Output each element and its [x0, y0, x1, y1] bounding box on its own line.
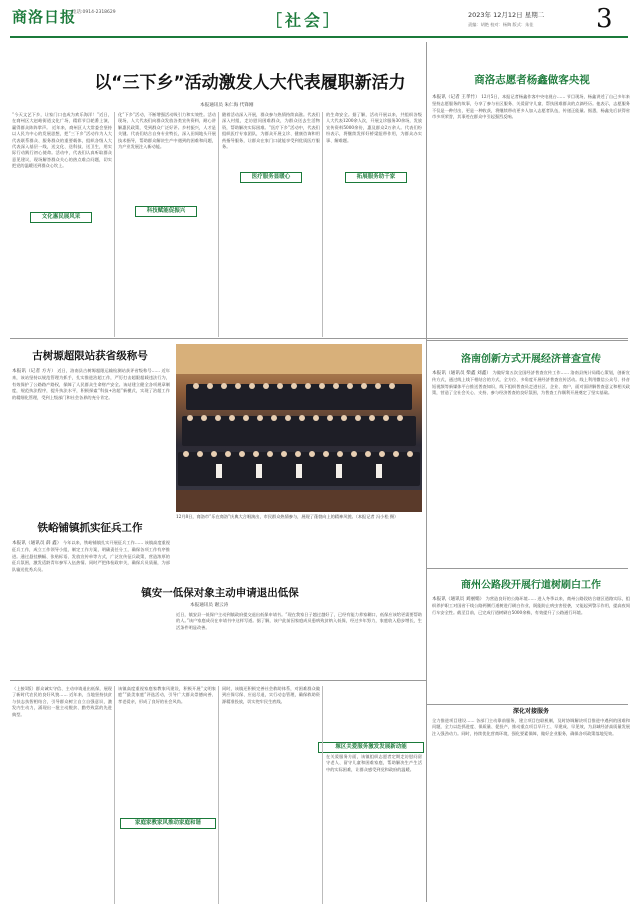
bottom-col-1: （上接1版）群众诚实守信、主动申请退出低保，展现了新时代农民的良好风貌…… 近年来，当地坚持扶贫与扶志扶智相结合，引导群众树立自立自强意识，激发内生动力，涌现出一批主动脱贫、勤劳致富的先进典型。	[12, 686, 112, 717]
main-col-2: 化“下乡”活动，不断增强活动吸引力和实效性。活动现场，人大代表们向群众发放各类宣传资料，耐心讲解惠民政策，受到群众广泛好评。乡村振兴，人才是关键。代表们结合自身专业特长，深入田间地头开展技术指导，帮助群众解决生产中遇到的困难和问题，为产业发展注入新动能。	[118, 112, 216, 150]
main-headline: 以“三下乡”活动激发人大代表履职新活力	[94, 73, 406, 93]
paper-subtitle: 电话:0914-2318629	[72, 10, 116, 15]
masthead-rule	[10, 36, 628, 38]
photo-caption: 12月8日，商洛市“乐在商洛”庆典大合唱演出，市民群众热情参与，展现了蓬勃向上的精神风貌。（本报记者 冯小松 摄）	[176, 514, 399, 519]
bottom-lead: （上接1版）群众诚实守信、主动申请退出低保，展现了新时代农民的良好风貌……	[12, 686, 112, 698]
bottom-byline: 本报通讯员 谢云涛	[190, 603, 229, 608]
shangzhou-body: 本报讯（通讯员 刘丽娟） 为营造良好的公路环境…… 进入冬季以来，商州公路段结合辖区道路实际，组织养护职工对国省干线公路两侧行道树进行刷白作业，既能防止病虫害侵袭，又能起到警示作用，提高夜间行车安全性。截至目前，已完成行道树刷白5000余株，有效提升了公路通行环境。	[432, 596, 630, 615]
chorus-photo	[176, 344, 422, 512]
brick-lead: 近日，洛南县古树塬超限运输检测站获评省级称号……	[57, 368, 161, 373]
choir-illustration	[176, 344, 422, 512]
subhead-care: 塬区关爱服务激发发展新动能	[318, 742, 424, 753]
bottom-right-lead: 全力推进项目建设……	[432, 718, 475, 723]
bottom-col-3: 同时，该镇还积极完善社会救助体系，对困难群众做到应保尽保、应退尽退，实行动态管理，确保救助资源精准投放，切实兜牢民生底线。	[222, 686, 320, 704]
page-number: 3	[596, 4, 613, 34]
right-top-byline: 本报讯（记者 王孝竹）	[432, 95, 480, 100]
masthead	[0, 0, 638, 38]
luonan-byline: 本报讯（通讯员 柴鑫 刘鑫）	[432, 371, 492, 376]
subhead-medical: 医疗服务显暖心	[240, 172, 302, 183]
main-lead: “今天文艺下乡，让家门口也成为欢乐海洋！”近日，在商州区大赵峪街道文化广场，精彩节目轮番上演，赢得群众阵阵掌声。	[12, 112, 112, 130]
right-top-headline: 商洛志愿者杨鑫做客央视	[474, 74, 590, 86]
bottom-col-2: 该镇高度重视家庭家教家风建设，积极开展“文明家庭”“最美家庭”评选活动，引导广大群众崇德向善、孝老爱亲，形成了良好的社会风尚。	[118, 686, 216, 704]
luonan-body: 本报讯（通讯员 柴鑫 刘鑫） 为做好第五次全国经济普查宣传工作…… 洛南县统计局精心策划，创新宣传方式，通过线上线下相结合的方式，全方位、多角度开展经济普查宣传活动。线上利用微信公众号、抖音短视频等新媒体平台推送普查知识，线下组织普查员走进社区、企业、商户，面对面讲解普查意义和相关政策，营造了全社会关心、支持、参与经济普查的良好氛围，为普查工作顺利开展奠定了坚实基础。	[432, 370, 630, 396]
subhead-culture: 文化惠民展风采	[30, 212, 92, 223]
main-byline: 本报通讯员 朱仁海 代锋刚	[200, 103, 254, 108]
tieyu-body: 本报讯（通讯员 薛 鑫） 今年以来，铁峪铺镇扎实开展征兵工作…… 该镇高度重视征兵工作，成立工作领导小组，制定工作方案，明确责任分工，确保各项工作有序推进。通过悬挂横幅、张贴标语、发放宣传单等方式，广泛宣传征兵政策，营造浓厚的征兵氛围，激发适龄青年参军入伍热情。同时严把体检政审关，确保兵员质量，为部队输送优秀兵员。	[12, 540, 170, 572]
right-top-body: 本报讯（记者 王孝竹） 12月5日，本报记者杨鑫作客中央电视台…… 节目现场，杨鑫讲述了自己多年来坚持志愿服务的故事，分享了参与社区服务、关爱留守儿童、帮扶困难群众的点滴经历。他表示，志愿服务不仅是一种付出，更是一种收获，将继续带动更多人加入志愿者队伍，传递正能量。据悉，杨鑫先后获得省市多项荣誉，其事迹在群众中引起强烈反响。	[432, 94, 630, 120]
tieyu-lead: 今年以来，铁峪铺镇扎实开展征兵工作……	[62, 540, 144, 545]
subhead-family: 家庭家教家风推动家庭和谐	[120, 818, 216, 829]
tieyu-headline: 铁峪铺镇抓实征兵工作	[37, 522, 143, 534]
shangzhou-byline: 本报讯（通讯员 刘丽娟）	[432, 597, 485, 602]
main-col-3: 随着活动深入开展，群众参与热情持续高涨。代表们深入村组，走访慰问困难群众，为群众送去生活物资，帮助解决实际困难。“医疗下乡”活动中，代表们组织医疗专家团队，为群众开展义诊、健康咨询和用药指导服务，让群众在家门口就能享受到优质医疗服务。	[222, 112, 320, 150]
brick-body: 本报讯（记者 方方） 近日，洛南县古树塬超限运输检测站获评省级称号…… 近年来，该站坚持以规范管理为抓手，扎实推进治超工作，严厉打击超限超载违法行为，有效保护了公路路产路权，保障了人民群众生命财产安全。该站建立健全各项规章制度，规范执法程序，提升执法水平，积极探索“科技+治超”新模式，实现了治超工作的精细化管理，受到上级部门和社会各界的充分肯定。	[12, 368, 170, 400]
right-top-lead: 12月5日，本报记者杨鑫作客中央电视台……	[481, 94, 566, 99]
issue-date: 2023年 12月12日 星期二	[468, 11, 545, 19]
luonan-headline: 洛南创新方式开展经济普查宣传	[461, 354, 601, 365]
bottom-right-body: 全力推进项目建设…… 各部门主动靠前服务，建立项目包联机制，及时协调解决项目推进中遇到的困难和问题，全力以赴抓进度、保质量、促投产，推动重点项目早开工、早建成、早见效，为县域经济高质量发展注入强劲动力。同时，持续优化营商环境，强化要素保障，做好企业服务，确保各项政策落地见效。	[432, 718, 630, 736]
subhead-tech: 科技赋能促振兴	[135, 206, 197, 217]
bottom-intro: 近日，镇安县一低保户主动到镇政府提交退出低保申请书。“现在我家日子越过越好了，已经有能力养家糊口，低保应该给更需要帮助的人。”该户家庭成员在申请书中这样写道。据了解，该户此前因家庭成员患病致贫纳入低保，经过多年努力，家庭收入稳步增长，生活条件明显改善。	[176, 612, 422, 630]
main-col-4: 的生命安全。据了解，活动开展以来，共组织各级人大代表1200余人次，开展义诊服务30余场，发放宣传资料5000余份，惠及群众2万余人。代表们纷纷表示，将继续发挥好桥梁纽带作用，为群众办实事、解难题。	[326, 112, 422, 143]
section-title: ［社会］	[266, 11, 343, 30]
tieyu-byline: 本报讯（通讯员 薛 鑫）	[12, 541, 62, 546]
bottom-right-headline: 深化对接服务	[512, 708, 549, 715]
main-col-1: “今天文艺下乡，让家门口也成为欢乐海洋！”近日，在商州区大赵峪街道文化广场，精彩节目轮番上演，赢得群众阵阵掌声。 近年来，商州区人大常委会坚持以人民为中心的发展思想，把“三下乡”活动作为人大代表联系群众、服务群众的重要载体，组织各级人大代表深入基层一线，送文化、送科技、送卫生，用实际行动践行初心使命。活动中，代表们认真听取群众意见建议，现场解答群众关心的热点难点问题，切实把党的温暖送到群众心坎上。	[12, 112, 112, 169]
brick-headline: 古树塬超限站获省级称号	[32, 350, 148, 362]
shangzhou-lead: 为营造良好的公路环境……	[485, 596, 537, 601]
bottom-headline: 镇安一低保对象主动申请退出低保	[141, 587, 299, 599]
luonan-lead: 为做好第五次全国经济普查宣传工作……	[492, 370, 570, 375]
brick-byline: 本报讯（记者 方方）	[12, 369, 56, 374]
shangzhou-headline: 商州公路段开展行道树刷白工作	[461, 580, 601, 591]
editors-line: 责编：胡艳 校对：杨陶 版式：朱佳	[468, 22, 534, 27]
paper-logo: 商洛日报	[12, 8, 77, 26]
subhead-service: 拓展服务助千家	[345, 172, 407, 183]
bottom-col-4: 在关爱服务方面，该镇组织志愿者定期走访慰问留守老人、留守儿童和困难家庭，帮助解决生产生活中的实际困难，让群众感受到党和政府的温暖。	[326, 754, 422, 772]
